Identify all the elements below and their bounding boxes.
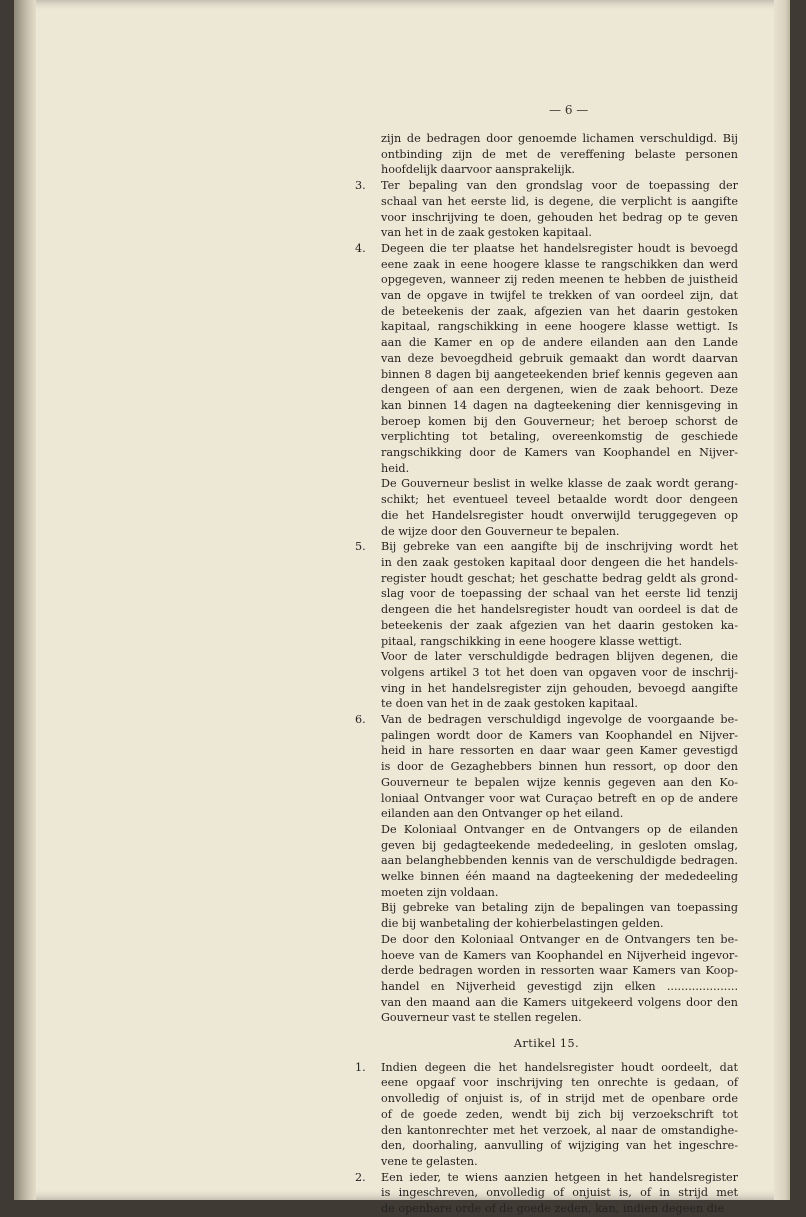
text-line: eilanden aan den Ontvanger op het eiland. [381,807,624,821]
text-line: beteekenis der zaak afgezien van het daarin gestoken ka- [381,618,738,632]
text-line: die bij wanbetaling der kohierbelastingen gelden. [381,917,664,931]
text-line: ontbinding zijn de met de vereffening belaste personen [381,147,738,161]
text-line: den, doorhaling, aanvulling of wijziging van het ingeschre- [381,1139,738,1153]
paragraph-number: 4. [355,241,366,255]
text-line: De Gouverneur beslist in welke klasse de zaak wordt gerang- [381,477,738,491]
numbered-paragraph [355,712,738,1026]
text-line: de wijze door den Gouverneur te bepalen. [381,524,620,538]
page-number: — 6 — [549,103,589,117]
text-line: loniaal Ontvanger voor wat Curaçao betreft en op de andere [381,791,738,805]
text-line: kan binnen 14 dagen na dagteekening dier kennisgeving in [381,398,738,412]
text-line: kapitaal, rangschikking in eene hoogere klasse wettigt. Is [381,320,738,334]
text-line: van het in de zaak gestoken kapitaal. [381,226,592,240]
text-line: de openbare orde of de goede zeden, kan, indien degeen die [381,1202,725,1216]
paragraph [381,241,738,477]
text-line: schaal van het eerste lid, is degene, die verplicht is aangifte [381,194,738,208]
text-line: te doen van het in de zaak gestoken kapitaal. [381,697,638,711]
text-line: pitaal, rangschikking in eene hoogere klasse wettigt. [381,634,683,648]
text-line: onvolledig of onjuist is, of in strijd met de openbare orde [381,1092,738,1106]
paragraph [381,649,738,712]
paragraph [381,539,738,649]
text-line: den kantonrechter met het verzoek, al naar de omstandighe- [381,1123,738,1137]
text-line: of de goede zeden, wendt bij zich bij verzoekschrift tot [381,1107,738,1121]
numbered-paragraph [355,178,738,241]
text-line: De door den Koloniaal Ontvanger en de Ontvangers ten be- [381,932,738,946]
paragraph [381,1170,738,1217]
paragraph [381,712,738,822]
page-edge [774,0,790,1200]
text-line: binnen 8 dagen bij aangeteekenden brief kennis gegeven aan [381,367,738,381]
text-line: hoofdelijk daarvoor aansprakelijk. [381,163,575,177]
text-line: slag voor de toepassing der schaal van het eerste lid tenzij [381,587,738,601]
text-line: moeten zijn voldaan. [381,885,499,899]
numbered-paragraph [355,539,738,712]
text-line: Van de bedragen verschuldigd ingevolge de voorgaande be- [381,713,738,727]
text-line: is ingeschreven, onvolledig of onjuist is, of in strijd met [381,1186,738,1200]
text-line: derde bedragen worden in ressorten waar Kamers van Koop- [381,964,738,978]
text-line: Ter bepaling van den grondslag voor de toepassing der [381,179,738,193]
text-line: Een ieder, te wiens aanzien hetgeen in het handelsregister [381,1170,738,1184]
text-line: dengeen of aan een dergenen, wien de zaak behoort. Deze [381,383,738,397]
text-line: Gouverneur te bepalen wijze kennis gegeven aan den Ko- [381,775,738,789]
text-line: welke binnen één maand na dagteekening der mededeeling [381,870,738,884]
text-line: aan die Kamer en op de andere eilanden aan den Lande [381,336,738,350]
paragraph [381,178,738,241]
text-line: Bij gebreke van een aangifte bij de inschrijving wordt het [381,540,738,554]
text-line: verplichting tot betaling, overeenkomstig de geschiede [381,430,738,444]
text-line: Degeen die ter plaatse het handelsregister houdt is bevoegd [381,241,738,255]
text-line: Voor de later verschuldigde bedragen blijven degenen, die [381,650,738,664]
paragraph-number: 5. [355,540,366,554]
text-line: van den maand aan die Kamers uitgekeerd volgens door den [381,995,738,1009]
text-line: ving in het handelsregister zijn gehouden, bevoegd aangifte [381,681,738,695]
paragraph-number: 1. [355,1060,366,1074]
text-line: eene zaak in eene hoogere klasse te rangschikken dan werd [381,257,738,271]
text-line: Gouverneur vast te stellen regelen. [381,1011,582,1025]
paragraph [381,131,738,178]
paragraph [381,900,738,931]
numbered-paragraph [355,131,738,178]
paragraph [381,932,738,1026]
article-15-items [355,1060,738,1217]
numbered-paragraph [355,1060,738,1170]
text-line: De Koloniaal Ontvanger en de Ontvangers op de eilanden [381,822,738,836]
paragraph-number: 2. [355,1170,366,1184]
text-line: vene te gelasten. [381,1155,478,1168]
paragraph-number: 3. [355,179,366,193]
text-line: geven bij gedagteekende mededeeling, in gesloten omslag, [381,838,738,852]
text-line: heid in hare ressorten en daar waar geen Kamer gevestigd [381,744,738,758]
paragraph [381,822,738,901]
text-line: zijn de bedragen door genoemde lichamen verschuldigd. Bij [381,132,738,145]
paragraph [381,1060,738,1170]
text-line: beroep komen bij den Gouverneur; het beroep schorst de [381,414,738,428]
numbered-paragraph [355,1170,738,1217]
text-line: heid. [381,461,410,475]
text-line: volgens artikel 3 tot het doen van opgaven voor de inschrij- [381,665,738,679]
text-line: opgegeven, wanneer zij reden meenen te hebben de juistheid [381,273,738,287]
text-line: Indien degeen die het handelsregister houdt oordeelt, dat [381,1060,738,1074]
text-line: die het Handelsregister houdt onverwijld teruggegeven op [381,508,738,522]
text-line: van deze bevoegdheid gebruik gemaakt dan wordt daarvan [381,351,738,365]
text-line: aan belanghebbenden kennis van de verschuldigde bedragen. [381,854,738,868]
text-line: de beteekenis der zaak, afgezien van het daarin gestoken [381,304,738,318]
paragraph-number: 6. [355,713,366,727]
text-line: handel en Nijverheid gevestigd zijn elken .................... [381,979,738,993]
book-spine [14,0,36,1200]
text-line: in den zaak gestoken kapitaal door dengeen die het handels- [381,555,738,569]
article-heading: Artikel 15. [513,1037,580,1051]
numbered-paragraph [355,241,738,539]
text-line: dengeen die het handelsregister houdt van oordeel is dat de [381,603,738,617]
text-line: rangschikking door de Kamers van Koophandel en Nijver- [381,446,738,460]
text-line: van de opgave in twijfel te trekken of van oordeel zijn, dat [381,289,738,303]
article-14-continued [355,131,738,1026]
text-line: schikt; het eventueel teveel betaalde wordt door dengeen [381,493,738,507]
text-line: eene opgaaf voor inschrijving ten onrechte is gedaan, of [381,1076,738,1090]
text-line: palingen wordt door de Kamers van Koophandel en Nijver- [381,728,738,742]
text-line: Bij gebreke van betaling zijn de bepalingen van toepassing [381,901,738,915]
text-line: register houdt geschat; het geschatte bedrag geldt als grond- [381,571,738,585]
text-line: hoeve van de Kamers van Koophandel en Nijverheid ingevor- [381,948,738,962]
paragraph [381,476,738,539]
document-body [355,131,738,1217]
text-line: voor inschrijving te doen, gehouden het bedrag op te geven [381,210,738,224]
text-line: is door de Gezaghebbers binnen hun ressort, op door den [381,760,738,774]
